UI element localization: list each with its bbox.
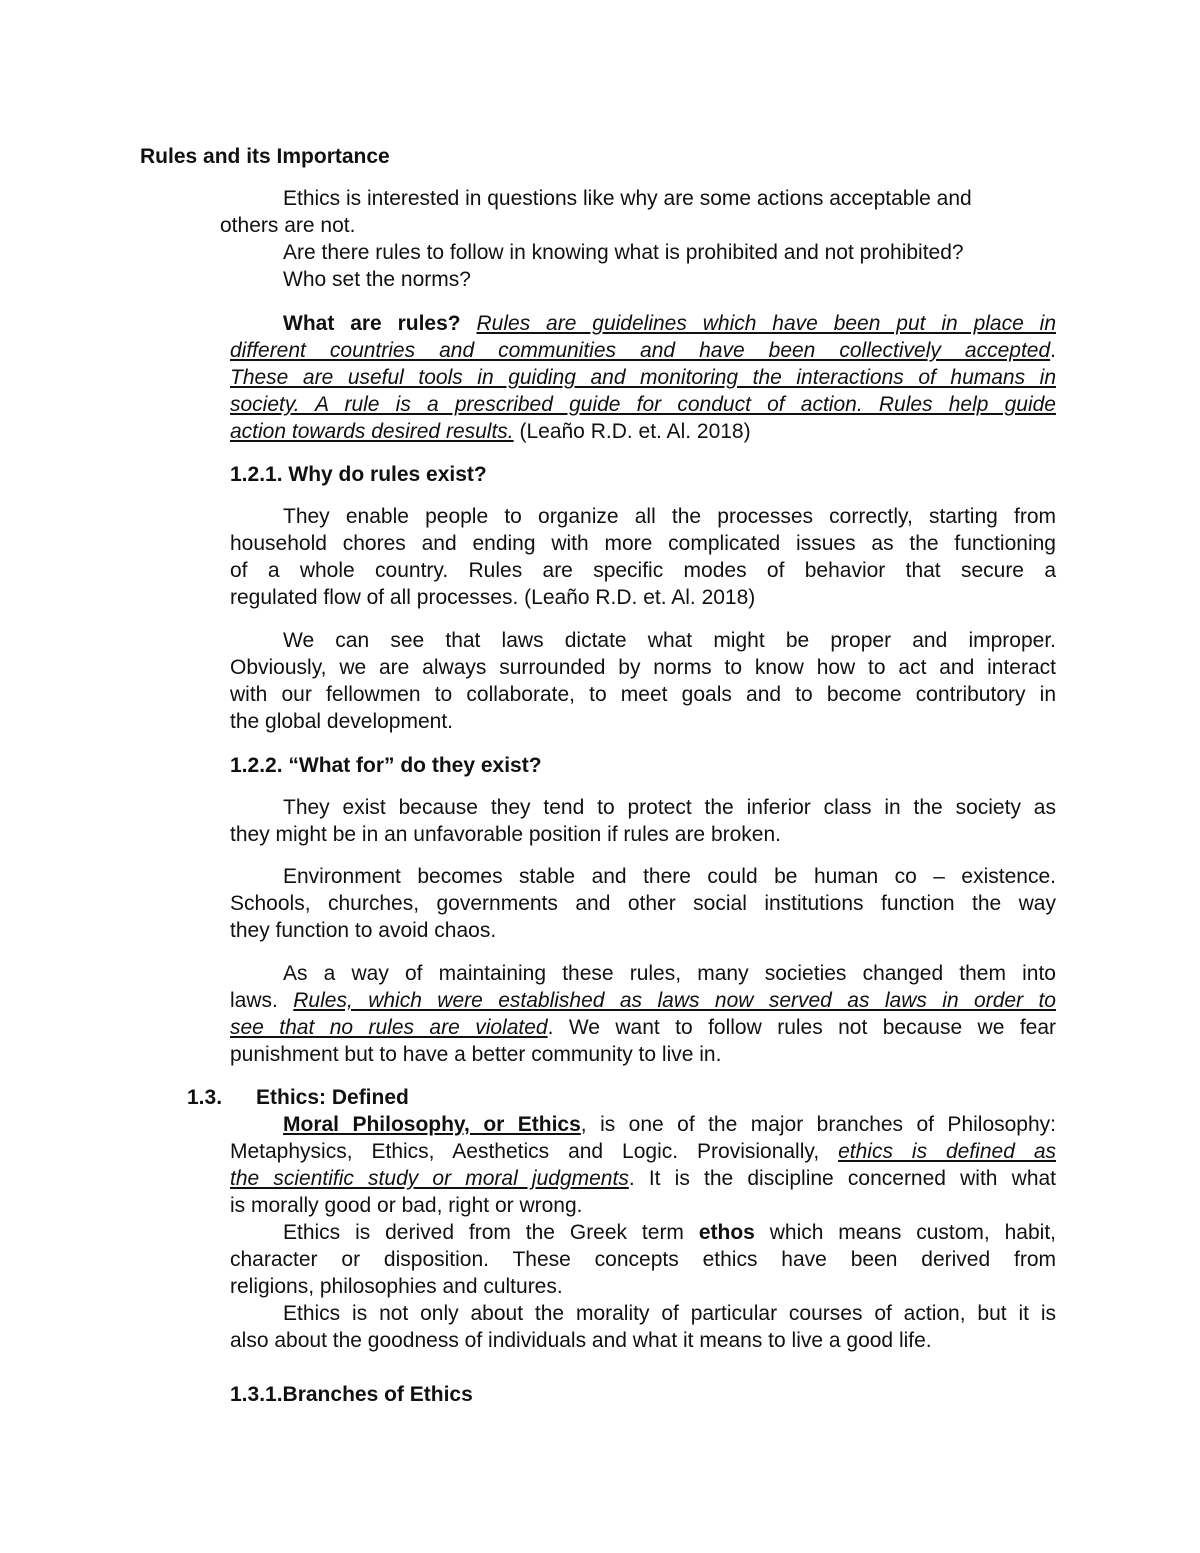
why-rules-exist-paragraph-1: They enable people to organize all the processes correctly, starting from household chores and ending with more complicated issues as the functioning of a whole country. Rules are specific modes of behavior that secure a regulated flow of all processes. (Leaño R.D. et. Al. 2018) <box>230 505 1056 609</box>
ethics-defined-paragraph-3: Ethics is not only about the morality of particular courses of action, but it is also about the goodness of individuals and what it means to live a good life. <box>230 1302 1056 1352</box>
rules-definition-4: society. A rule is a prescribed guide for conduct of action. Rules help guide <box>230 393 1056 416</box>
page-title: Rules and its Importance <box>140 145 390 168</box>
what-for-paragraph-3: As a way of maintaining these rules, many societies changed them into laws. Rules, which were established as laws now served as laws in order to see that no rules are violated. We want to follow rules not because we fear punishment but to have a better community to live in. <box>230 962 1057 1066</box>
rules-definition-5: action towards desired results. <box>230 420 514 443</box>
what-for-paragraph-2: Environment becomes stable and there could be human co – existence. Schools, churches, governments and other social institutions function the way they function to avoid chaos. <box>230 865 1056 942</box>
ethics-defined-paragraph-1: Moral Philosophy, or Ethics, is one of the major branches of Philosophy: Metaphysics, Ethics, Aesthetics and Logic. Provisionally, ethics is defined as the scientific study or moral judgments. It is the discipline concerned with what is morally good or bad, right or wrong. <box>230 1113 1057 1217</box>
moral-philosophy-term: Moral Philosophy, or Ethics <box>283 1113 581 1136</box>
ethos-term: ethos <box>698 1221 755 1244</box>
intro-line-2: others are not. <box>220 214 356 237</box>
citation: (Leaño R.D. et. Al. 2018) <box>513 420 751 443</box>
what-are-rules-question: What are rules? <box>283 312 461 335</box>
laws-underlined-2: see that no rules are violated <box>230 1016 548 1039</box>
heading-1-3-title: Ethics: Defined <box>256 1086 409 1109</box>
intro-line-1: Ethics is interested in questions like why are some actions acceptable and <box>283 187 972 210</box>
why-rules-exist-paragraph-2: We can see that laws dictate what might be proper and improper. Obviously, we are always surrounded by norms to know how to act and interact with our fellowmen to collaborate, to meet goals and to become contributory in the global development. <box>230 629 1056 733</box>
heading-1-3-number: 1.3. <box>187 1086 223 1109</box>
period: . <box>1050 339 1056 362</box>
heading-1-3-1: 1.3.1.Branches of Ethics <box>230 1383 473 1406</box>
what-are-rules-paragraph <box>230 310 1056 445</box>
rules-definition-3: These are useful tools in guiding and monitoring the interactions of humans in <box>230 366 1056 389</box>
ethics-defined-paragraph-2: Ethics is derived from the Greek term ethos which means custom, habit, character or disposition. These concepts ethics have been derived from religions, philosophies and cultures. <box>230 1221 1057 1298</box>
rules-definition-2: different countries and communities and have been collectively accepted <box>230 339 1051 362</box>
rules-definition-1: Rules are guidelines which have been put in place in <box>476 312 1056 335</box>
ethics-definition-2: the scientific study or moral judgments <box>230 1167 629 1190</box>
intro-line-3: Are there rules to follow in knowing what is prohibited and not prohibited? <box>283 241 964 264</box>
ethics-definition-1: ethics is defined as <box>838 1140 1056 1163</box>
intro-line-4: Who set the norms? <box>283 268 471 291</box>
heading-1-2-2: 1.2.2. “What for” do they exist? <box>230 754 542 777</box>
what-for-paragraph-1: They exist because they tend to protect the inferior class in the society as they might be in an unfavorable position if rules are broken. <box>230 796 1056 846</box>
heading-1-2-1: 1.2.1. Why do rules exist? <box>230 463 487 486</box>
laws-underlined-1: Rules, which were established as laws now served as laws in order to <box>293 989 1056 1012</box>
